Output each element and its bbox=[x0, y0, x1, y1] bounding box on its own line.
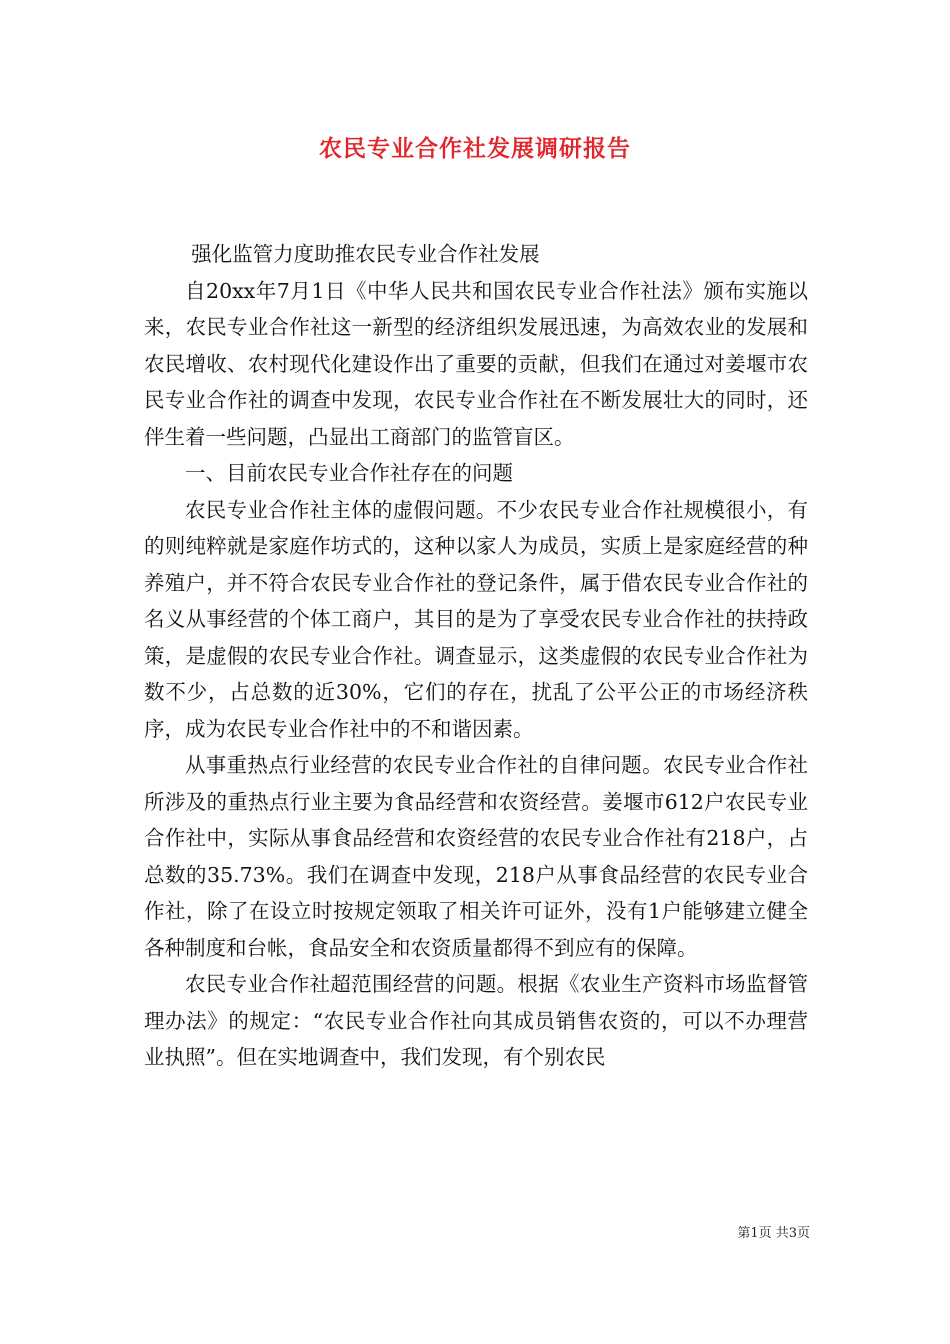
document-body bbox=[144, 236, 808, 1076]
paragraph-intro: 自20xx年7月1日《中华人民共和国农民专业合作社法》颁布实施以来，农民专业合作社这一新型的经济组织发展迅速，为高效农业的发展和农民增收、农村现代化建设作出了重要的贡献，但我们在通过对姜堰市农民专业合作社的调查中发现，农民专业合作社在不断发展壮大的同时，还伴生着一些问题，凸显出工商部门的监管盲区。 bbox=[144, 278, 808, 449]
paragraph-false-entity: 农民专业合作社主体的虚假问题。不少农民专业合作社规模很小，有的则纯粹就是家庭作坊式的，这种以家人为成员，实质上是家庭经营的种养殖户，并不符合农民专业合作社的登记条件，属于借农民专业合作社的名义从事经营的个体工商户，其目的是为了享受农民专业合作社的扶持政策，是虚假的农民专业合作社。调查显示，这类虚假的农民专业合作社为数不少，占总数的近30%，它们的存在，扰乱了公平公正的市场经济秩序，成为农民专业合作社中的不和谐因素。 bbox=[144, 497, 808, 741]
paragraph-beyond-scope: 农民专业合作社超范围经营的问题。根据《农业生产资料市场监督管理办法》的规定：“农民专业合作社向其成员销售农资的，可以不办理营业执照”。但在实地调查中，我们发现，有个别农民 bbox=[144, 972, 808, 1069]
section-subtitle: 强化监管力度助推农民专业合作社发展 bbox=[191, 242, 540, 266]
document-title: 农民专业合作社发展调研报告 bbox=[319, 135, 631, 162]
paragraph-self-discipline: 从事重热点行业经营的农民专业合作社的自律问题。农民专业合作社所涉及的重热点行业主要为食品经营和农资经营。姜堰市612户农民专业合作社中，实际从事食品经营和农资经营的农民专业合作社有218户，占总数的35.73%。我们在调查中发现，218户从事食品经营的农民专业合作社，除了在设立时按规定领取了相关许可证外，没有1户能够建立健全各种制度和台帐，食品安全和农资质量都得不到应有的保障。 bbox=[144, 753, 808, 960]
page-number-footer: 第1页 共3页 bbox=[737, 1226, 810, 1241]
section-heading-problems: 一、目前农民专业合作社存在的问题 bbox=[185, 461, 513, 485]
